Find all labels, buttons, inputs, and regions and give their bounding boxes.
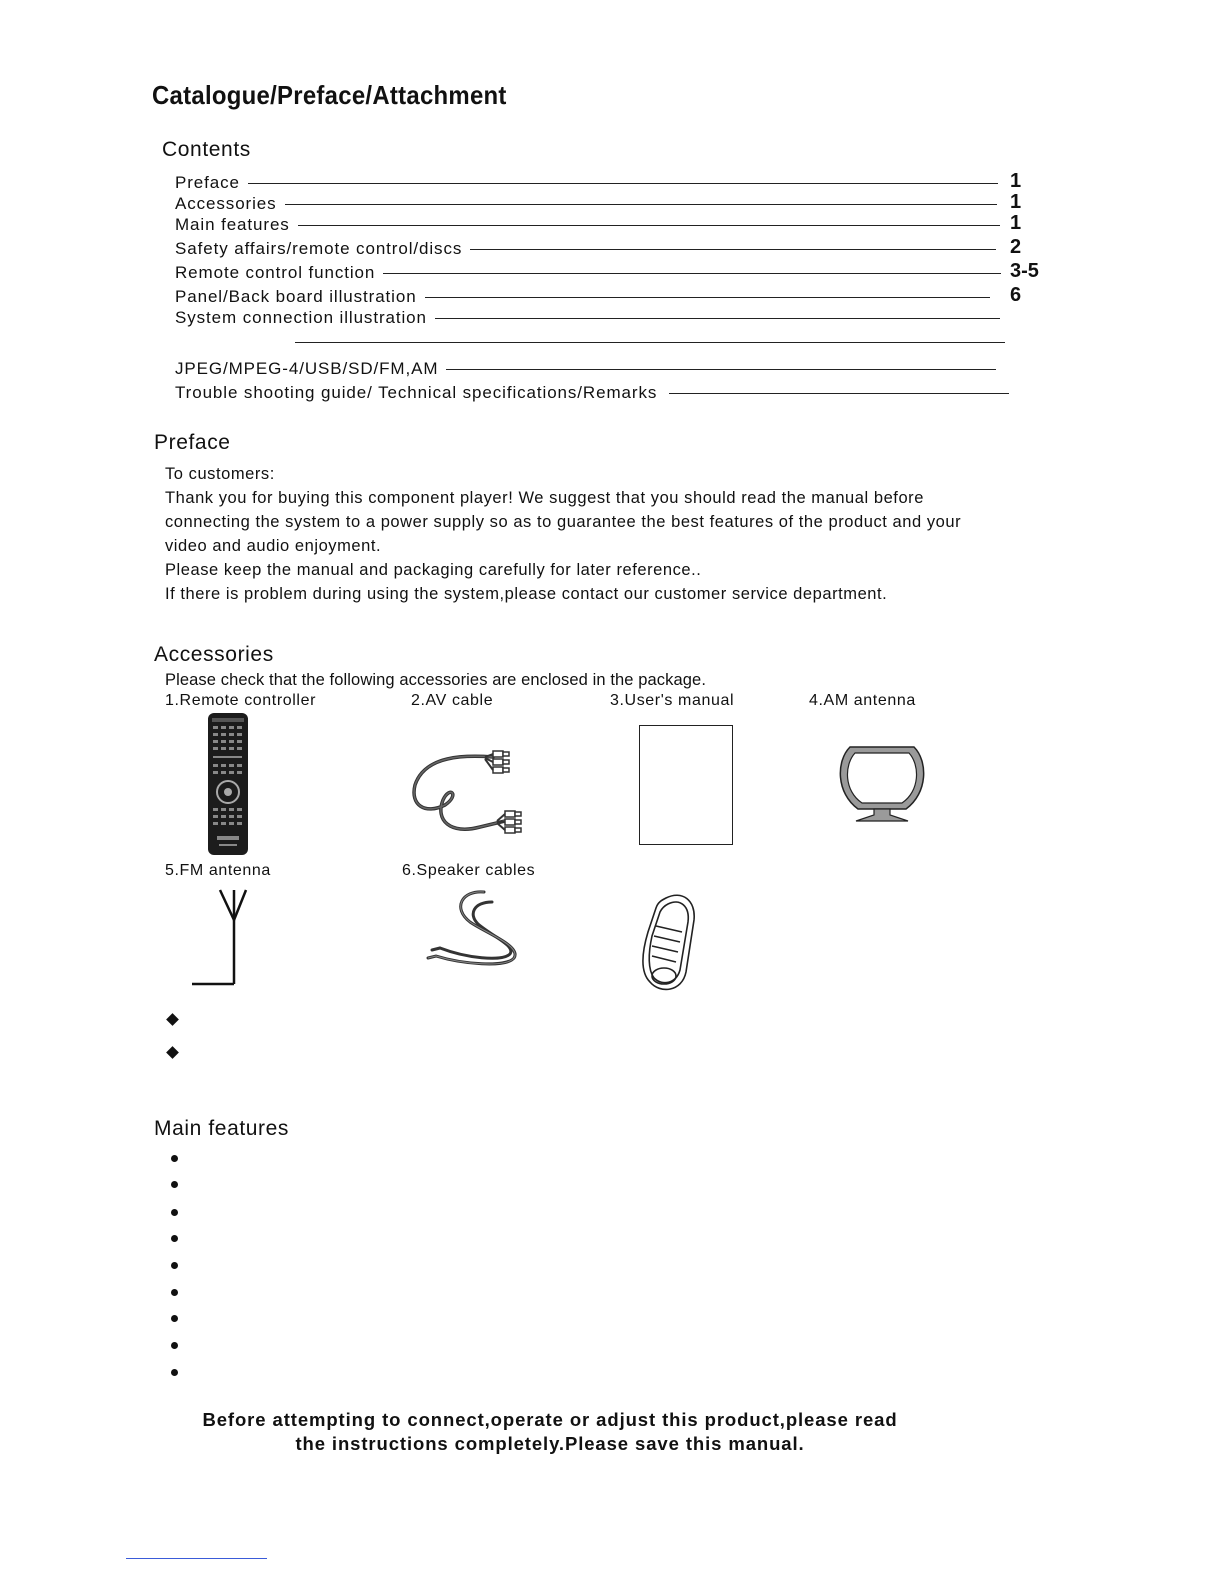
toc-entry-label: Preface	[175, 173, 240, 192]
coiled-cable-icon	[638, 892, 700, 994]
toc-entry[interactable]	[175, 382, 1045, 404]
preface-line: If there is problem during using the system,please contact our customer service department.	[165, 585, 888, 603]
toc-entry-page: 6	[1010, 284, 1022, 306]
page-title: Catalogue/Preface/Attachment	[152, 80, 507, 110]
toc-leader-line	[248, 183, 998, 184]
notice-line: the instructions completely.Please save this manual.	[295, 1433, 805, 1454]
accessories-intro: Please check that the following accessories are enclosed in the package.	[165, 671, 707, 689]
feature-bullet-icon	[171, 1155, 178, 1162]
fm-antenna-icon	[188, 888, 252, 988]
manual-icon	[639, 725, 733, 845]
toc-leader-line	[470, 249, 996, 250]
toc-entry-page: 1	[1010, 191, 1022, 213]
accessory-label: 6.Speaker cables	[402, 862, 536, 879]
toc-leader-line	[435, 318, 1000, 319]
toc-entry-label: Trouble shooting guide/ Technical specifications/Remarks	[175, 383, 658, 402]
toc-entry[interactable]	[175, 238, 1045, 260]
toc-entry[interactable]	[175, 262, 1045, 284]
toc-leader-line	[298, 225, 1000, 226]
feature-bullet-icon	[171, 1181, 178, 1188]
feature-bullet-icon	[171, 1289, 178, 1296]
toc-entry-page: 1	[1010, 212, 1022, 234]
accessory-label: 3.User's manual	[610, 692, 735, 709]
toc-leader-line	[285, 204, 997, 205]
toc-entry[interactable]	[175, 358, 1045, 380]
toc-entry[interactable]	[175, 307, 1045, 329]
speaker-cable-icon	[422, 888, 522, 970]
contents-heading: Contents	[162, 138, 251, 161]
toc-leader-line	[669, 393, 1009, 394]
toc-entry-label: Remote control function	[175, 263, 376, 282]
toc-leader-line	[425, 297, 990, 298]
accessory-label: 4.AM antenna	[809, 692, 916, 709]
toc-entry-page: 1	[1010, 170, 1022, 192]
toc-entry-label: Panel/Back board illustration	[175, 287, 417, 306]
feature-bullet-icon	[171, 1342, 178, 1349]
toc-entry-label: Accessories	[175, 194, 277, 213]
toc-entry-page: 3-5	[1010, 260, 1039, 282]
toc-entry[interactable]	[175, 193, 1045, 215]
preface-line: Thank you for buying this component player! We suggest that you should read the manual before	[165, 489, 924, 507]
feature-bullet-icon	[171, 1209, 178, 1216]
accessories-heading: Accessories	[154, 643, 274, 666]
preface-line: Please keep the manual and packaging carefully for later reference..	[165, 561, 702, 579]
preface-line: video and audio enjoyment.	[165, 537, 382, 555]
notice-line: Before attempting to connect,operate or adjust this product,please read	[202, 1409, 898, 1430]
toc-leader-line	[446, 369, 996, 370]
diamond-bullet-icon	[166, 1046, 179, 1059]
preface-line: connecting the system to a power supply so as to guarantee the best features of the product and your	[165, 513, 962, 531]
toc-entry-label: JPEG/MPEG-4/USB/SD/FM,AM	[175, 359, 439, 378]
toc-entry-label: System connection illustration	[175, 308, 427, 327]
toc-entry-page: 2	[1010, 236, 1022, 258]
main-features-heading: Main features	[154, 1117, 290, 1140]
accessory-label: 2.AV cable	[411, 692, 494, 709]
feature-bullet-icon	[171, 1262, 178, 1269]
feature-bullet-icon	[171, 1235, 178, 1242]
av-cable-icon	[405, 745, 535, 845]
toc-entry[interactable]	[175, 214, 1045, 236]
am-antenna-icon	[836, 743, 928, 825]
preface-salutation: To customers:	[165, 465, 275, 483]
toc-entry[interactable]	[175, 286, 1045, 308]
toc-entry[interactable]	[175, 172, 1045, 194]
toc-blank-entry-line	[295, 342, 1005, 343]
preface-heading: Preface	[154, 431, 231, 454]
feature-bullet-icon	[171, 1315, 178, 1322]
footer-link-underline	[126, 1558, 267, 1559]
feature-bullet-icon	[171, 1369, 178, 1376]
toc-entry-label: Main features	[175, 215, 290, 234]
accessory-label: 1.Remote controller	[165, 692, 317, 709]
toc-entry-label: Safety affairs/remote control/discs	[175, 239, 463, 258]
remote-control-icon	[205, 712, 251, 856]
accessory-label: 5.FM antenna	[165, 862, 271, 879]
diamond-bullet-icon	[166, 1013, 179, 1026]
toc-leader-line	[383, 273, 1001, 274]
